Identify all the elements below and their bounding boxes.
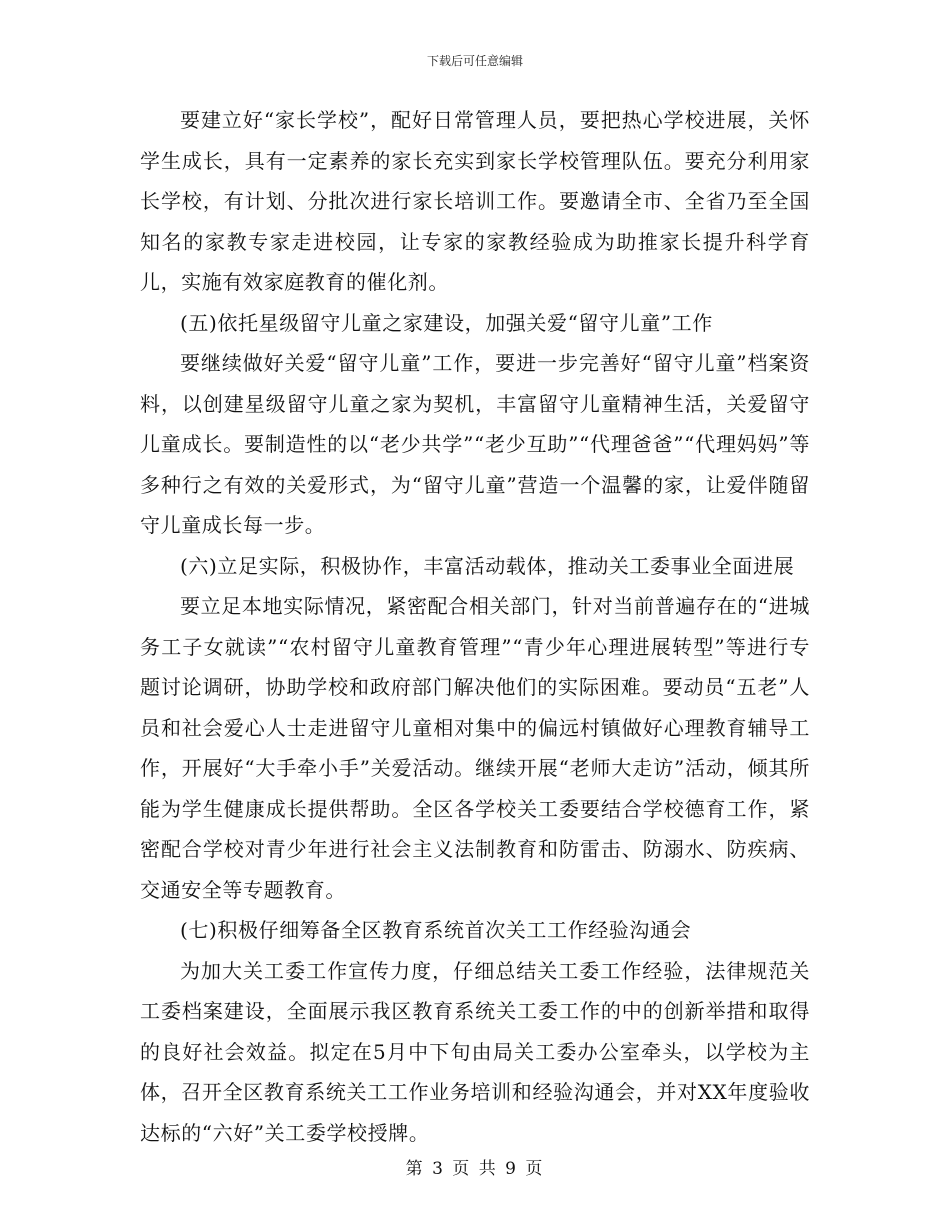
- paragraph-experience-meeting: 为加大关工委工作宣传力度，仔细总结关工委工作经验，法律规范关工委档案建设，全面展示我区教育系统关工委工作的中的创新举措和取得的良好社会效益。拟定在5月中下旬由局关工委办公室牵头，以学校为主体，召开全区教育系统关工工作业务培训和经验沟通会，并对XX年度验收达标的“六好”关工委学校授牌。: [140, 958, 810, 1145]
- paragraph-parent-school: 要建立好“家长学校”，配好日常管理人员，要把热心学校进展，关怀学生成长，具有一定素养的家长充实到家长学校管理队伍。要充分利用家长学校，有计划、分批次进行家长培训工作。要邀请全市、全省乃至全国知名的家教专家走进校园，让专家的家教经验成为助推家长提升科学育儿，实施有效家庭教育的催化剂。: [140, 108, 810, 294]
- page-header: 下载后可任意编辑: [426, 54, 523, 68]
- document-body: [140, 100, 810, 1153]
- section-heading-5: (五)依托星级留守儿童之家建设，加强关爱“留守儿童”工作: [180, 310, 713, 335]
- page-number: 第 3 页 共 9 页: [405, 1159, 545, 1179]
- paragraph-local-practice: 要立足本地实际情况，紧密配合相关部门，针对当前普遍存在的“进城务工子女就读”“农村留守儿童教育管理”“青少年心理进展转型”等进行专题讨论调研，协助学校和政府部门解决他们的实际困难。要动员“五老”人员和社会爱心人士走进留守儿童相对集中的偏远村镇做好心理教育辅导工作，开展好“大手牵小手”关爱活动。继续开展“老师大走访”活动，倾其所能为学生健康成长提供帮助。全区各学校关工委要结合学校德育工作，紧密配合学校对青少年进行社会主义法制教育和防雷击、防溺水、防疾病、交通安全等专题教育。: [140, 594, 810, 902]
- section-heading-6: (六)立足实际，积极协作，丰富活动载体，推动关工委事业全面进展: [180, 553, 795, 578]
- paragraph-left-behind-children: 要继续做好关爱“留守儿童”工作，要进一步完善好“留守儿童”档案资料，以创建星级留守儿童之家为契机，丰富留守儿童精神生活，关爱留守儿童成长。要制造性的以“老少共学”“老少互助”“代理爸爸”“代理妈妈”等多种行之有效的关爱形式，为“留守儿童”营造一个温馨的家，让爱伴随留守儿童成长每一步。: [140, 351, 810, 537]
- section-heading-7: (七)积极仔细筹备全区教育系统首次关工工作经验沟通会: [180, 918, 692, 942]
